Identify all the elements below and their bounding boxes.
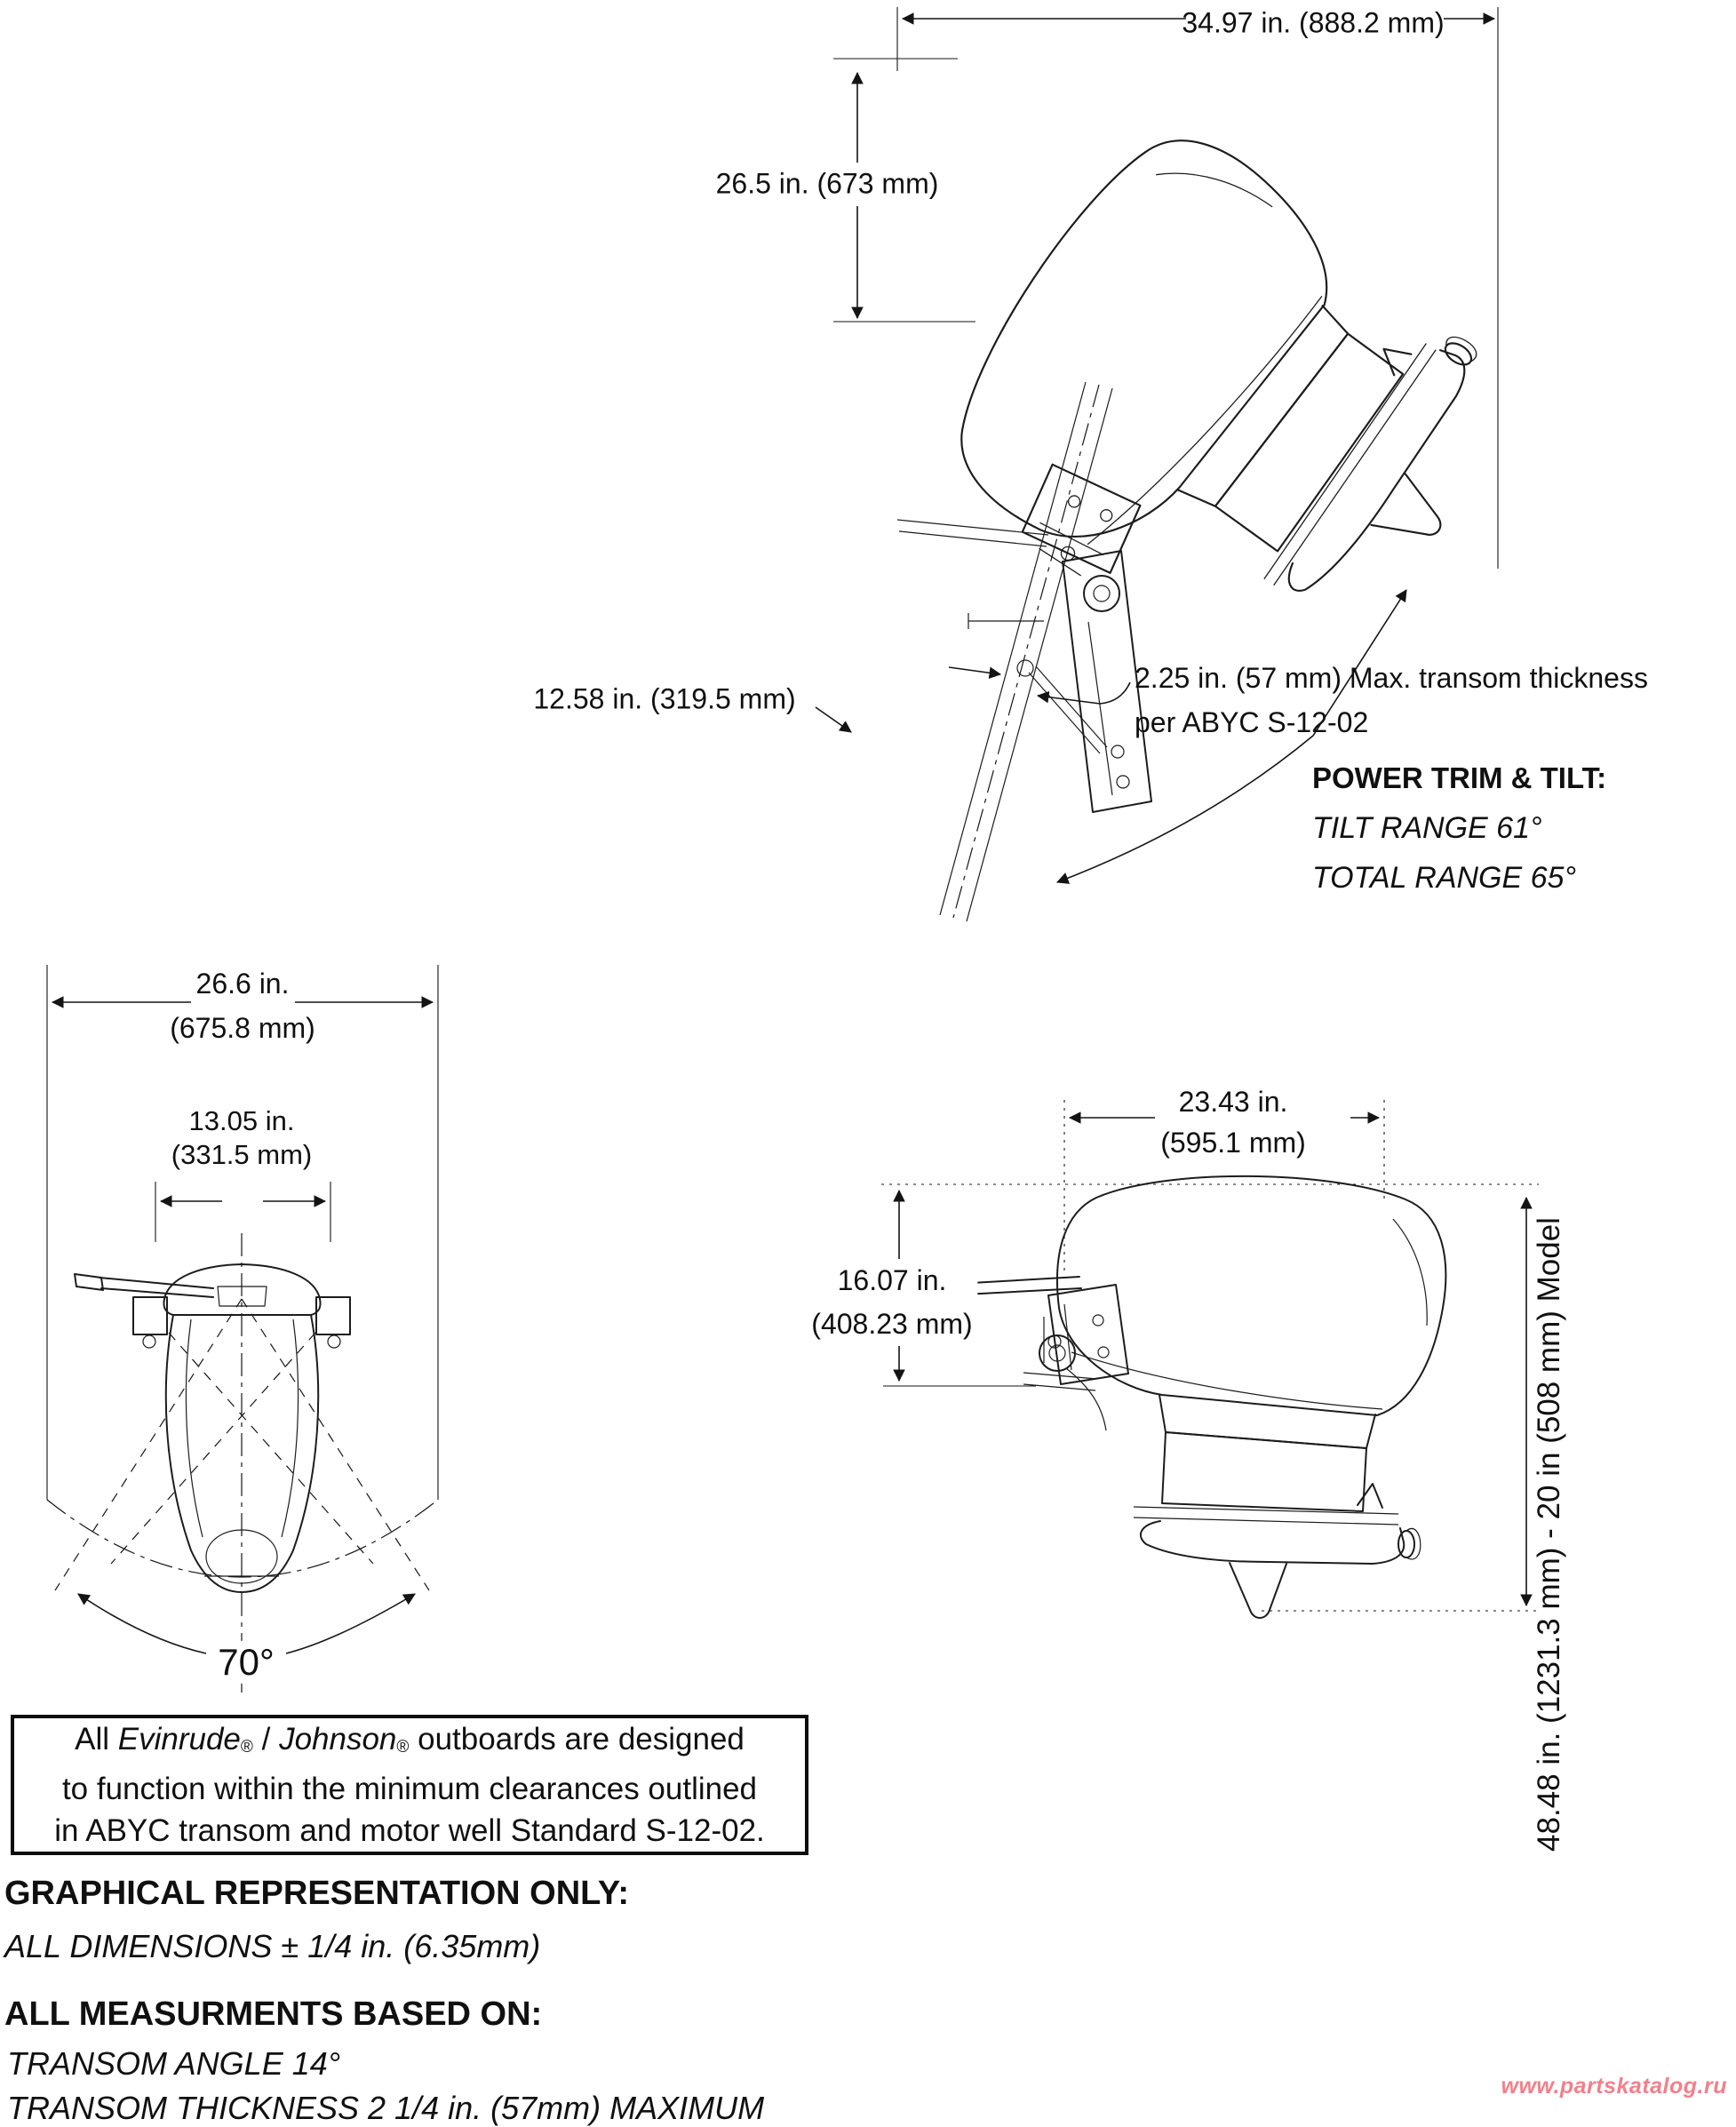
dim-label-side-total-height: 48.48 in. (1231.3 mm) - 20 in (508 mm) Model (1532, 1217, 1566, 1852)
tilted-motor-profile (912, 102, 1548, 726)
side-width-in: 23.43 in. (1178, 1086, 1288, 1118)
footnote-transom-thickness: TRANSOM THICKNESS 2 1/4 in. (57mm) MAXIMUM (7, 2090, 765, 2126)
rear-motor-body (75, 1264, 350, 1592)
upright-motor-profile (1044, 1176, 1445, 1618)
dim-label-rear-width (170, 961, 315, 1050)
rear-view (47, 965, 438, 1693)
transom-note-line2: per ABYC S-12-02 (1135, 706, 1369, 738)
ptt-tilt-range: TILT RANGE 61° (1312, 811, 1542, 845)
upright-motor-view (849, 1100, 1539, 1618)
dim-label-top-height: 26.5 in. (673 mm) (711, 168, 944, 201)
power-trim-tilt-note (1312, 753, 1606, 903)
rear-width-in: 26.6 in. (195, 968, 290, 1000)
dim-side-cowl-height (881, 1184, 1539, 1386)
transom-centerline (953, 385, 1099, 918)
dim-label-pivot-offset: 12.58 in. (319.5 mm) (533, 682, 796, 715)
transom-note-line1: 2.25 in. (57 mm) Max. transom thickness (1135, 662, 1648, 694)
rear-clamp-mm: (331.5 mm) (171, 1139, 313, 1170)
transom-front-line (940, 382, 1086, 915)
note-line2: to function within the minimum clearances outlined (61, 1772, 758, 1806)
dim-top-width (897, 7, 1498, 569)
rear-clamp-in: 13.05 in. (188, 1105, 295, 1136)
note-line1-post: outboards are designed (409, 1722, 745, 1757)
footnote-heading-measurements: ALL MEASURMENTS BASED ON: (4, 1996, 543, 2033)
registered-mark-icon: ® (240, 1738, 253, 1757)
transom-thickness-note (1135, 656, 1648, 745)
side-cowl-mm: (408.23 mm) (811, 1308, 973, 1340)
steering-swing-envelope (47, 1299, 438, 1590)
brand-johnson: Johnson (279, 1722, 397, 1757)
dim-label-rear-clamp (171, 1104, 312, 1172)
ptt-total-range: TOTAL RANGE 65° (1312, 861, 1577, 895)
transom-back-line (967, 388, 1112, 921)
dim-label-side-width (1160, 1081, 1306, 1163)
dim-label-side-cowl (806, 1259, 977, 1346)
footnote-dimensions-tolerance: ALL DIMENSIONS ± 1/4 in. (6.35mm) (4, 1928, 541, 1964)
footnote-heading-graphical: GRAPHICAL REPRESENTATION ONLY: (4, 1875, 630, 1912)
leader-pivot-offset (816, 707, 851, 732)
note-line1-pre: All (75, 1722, 118, 1757)
brand-evinrude: Evinrude (117, 1722, 241, 1757)
watermark: www.partskatalog.ru (1501, 2074, 1727, 2099)
dim-rear-clamp-width (155, 1182, 330, 1242)
note-line1 (75, 1718, 745, 1768)
dim-side-total-height (1262, 1198, 1539, 1611)
clearance-note-box (11, 1715, 808, 1855)
registered-mark-icon: ® (396, 1738, 410, 1757)
ptt-title: POWER TRIM & TILT: (1312, 761, 1607, 794)
steer-angle-label: 70° (212, 1641, 280, 1684)
side-cowl-in: 16.07 in. (837, 1264, 947, 1296)
note-line3: in ABYC transom and motor well Standard S-12-02. (54, 1813, 765, 1848)
rear-width-mm: (675.8 mm) (170, 1012, 315, 1044)
footnote-transom-angle: TRANSOM ANGLE 14° (7, 2045, 341, 2082)
note-line1-mid: / (252, 1722, 280, 1757)
side-width-mm: (595.1 mm) (1160, 1127, 1306, 1159)
dim-label-top-width: 34.97 in. (888.2 mm) (1182, 6, 1445, 39)
